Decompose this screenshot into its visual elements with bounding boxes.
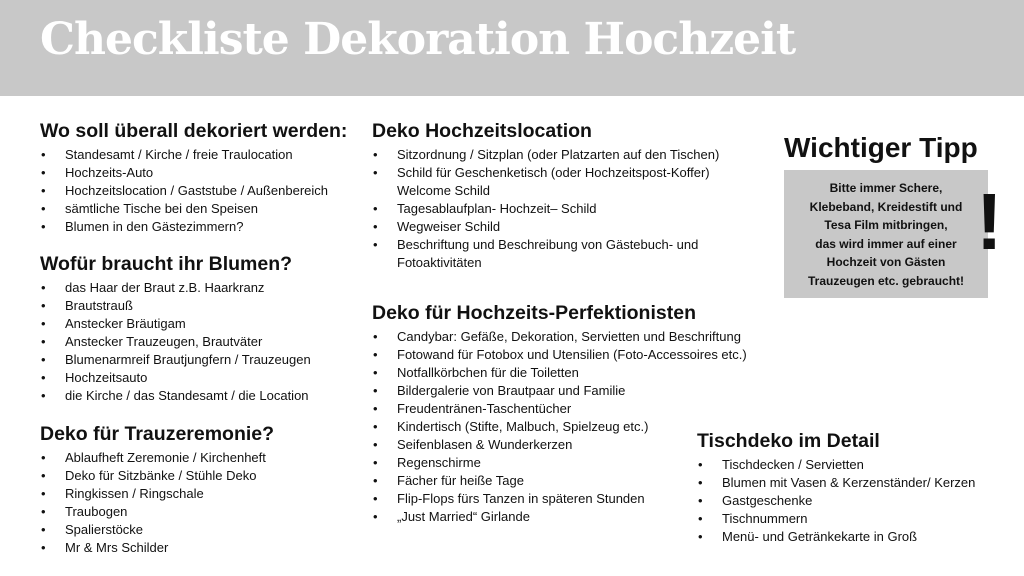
list-item: • die Kirche / das Standesamt / die Location [40, 387, 311, 405]
list-item: • Schild für Geschenketisch (oder Hochzeitspost-Koffer) Welcome Schild [372, 164, 737, 200]
list-item: • Traubogen [40, 503, 274, 521]
section-heading: Deko Hochzeitslocation [372, 120, 592, 142]
section-table-decoration [697, 430, 975, 546]
list-item: • Regenschirme [372, 454, 747, 472]
section-heading: Wo soll überall dekoriert werden: [40, 120, 348, 142]
list-item: • Deko für Sitzbänke / Stühle Deko [40, 467, 274, 485]
list-item: • Fotowand für Fotobox und Utensilien (Foto-Accessoires etc.) [372, 346, 747, 364]
bullet-list [697, 456, 975, 546]
list-item: • Tagesablaufplan- Hochzeit– Schild [372, 200, 762, 218]
section-perfectionists [372, 302, 747, 526]
list-item: • Standesamt / Kirche / freie Traulocation [40, 146, 347, 164]
list-item: • Fächer für heiße Tage [372, 472, 747, 490]
list-item: • „Just Married“ Girlande [372, 508, 747, 526]
list-item: • Ringkissen / Ringschale [40, 485, 274, 503]
list-item: • Mr & Mrs Schilder [40, 539, 274, 557]
list-item: • Seifenblasen & Wunderkerzen [372, 436, 747, 454]
section-heading: Tischdeko im Detail [697, 430, 880, 452]
list-item: • Bildergalerie von Brautpaar und Familie [372, 382, 747, 400]
list-item: • Blumen mit Vasen & Kerzenständer/ Kerzen [697, 474, 975, 492]
list-item: • Candybar: Gefäße, Dekoration, Servietten und Beschriftung [372, 328, 747, 346]
bullet-list [40, 279, 311, 405]
list-item: • Blumen in den Gästezimmern? [40, 218, 347, 236]
list-item: • Hochzeitslocation / Gaststube / Außenbereich [40, 182, 347, 200]
list-item: • das Haar der Braut z.B. Haarkranz [40, 279, 311, 297]
list-item: • Brautstrauß [40, 297, 311, 315]
title-bar [0, 0, 1024, 96]
section-ceremony [40, 423, 274, 557]
list-item: • Anstecker Trauzeugen, Brautväter [40, 333, 311, 351]
exclamation-icon: ! [976, 177, 1003, 266]
list-item: • Gastgeschenke [697, 492, 975, 510]
tip-heading: Wichtiger Tipp [784, 132, 978, 163]
list-item: • Sitzordnung / Sitzplan (oder Platzarten auf den Tischen) [372, 146, 762, 164]
section-where-to-decorate [40, 120, 347, 236]
list-item: • Kindertisch (Stifte, Malbuch, Spielzeug etc.) [372, 418, 747, 436]
section-heading: Wofür braucht ihr Blumen? [40, 253, 293, 275]
list-item: • Hochzeitsauto [40, 369, 311, 387]
bullet-list [372, 146, 762, 272]
tip-box [784, 170, 988, 298]
list-item: • Beschriftung und Beschreibung von Gästebuch- und Fotoaktivitäten [372, 236, 737, 272]
list-item: • Flip-Flops fürs Tanzen in späteren Stunden [372, 490, 747, 508]
list-item: • Ablaufheft Zeremonie / Kirchenheft [40, 449, 274, 467]
section-location [372, 120, 762, 272]
page-title: Checkliste Dekoration Hochzeit [40, 14, 796, 65]
bullet-list [372, 328, 747, 526]
list-item: • Anstecker Bräutigam [40, 315, 311, 333]
section-heading: Deko für Trauzeremonie? [40, 423, 275, 445]
bullet-list [40, 449, 274, 557]
list-item: • Blumenarmreif Brautjungfern / Trauzeugen [40, 351, 311, 369]
list-item: • Wegweiser Schild [372, 218, 762, 236]
list-item: • sämtliche Tische bei den Speisen [40, 200, 347, 218]
tip-text: Bitte immer Schere, Klebeband, Kreidestift und Tesa Film mitbringen, das wird immer auf einer Hochzeit von Gästen Trauzeugen etc. gebraucht! [807, 181, 965, 288]
list-item: • Freudentränen-Taschentücher [372, 400, 747, 418]
list-item: • Hochzeits-Auto [40, 164, 347, 182]
list-item: • Tischdecken / Servietten [697, 456, 975, 474]
list-item: • Tischnummern [697, 510, 975, 528]
list-item: • Menü- und Getränkekarte in Groß [697, 528, 975, 546]
bullet-list [40, 146, 347, 236]
list-item: • Notfallkörbchen für die Toiletten [372, 364, 747, 382]
list-item: • Spalierstöcke [40, 521, 274, 539]
section-heading: Deko für Hochzeits-Perfektionisten [372, 302, 696, 324]
section-flowers [40, 253, 311, 405]
